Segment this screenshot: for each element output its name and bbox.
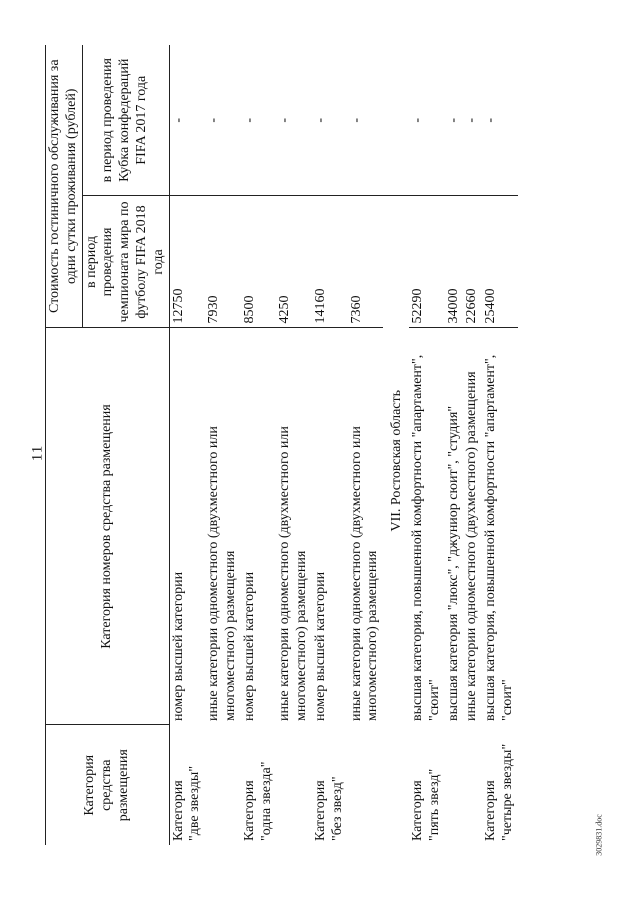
price-2017-cell: - <box>482 45 518 196</box>
table-section-header <box>383 45 409 845</box>
section-title: VII. Ростовская область <box>389 389 405 532</box>
price-2018-cell: 4250 <box>276 196 312 328</box>
category-name: "без звезд" <box>329 776 345 841</box>
price-2017-cell: - <box>463 45 482 196</box>
table-row <box>276 45 312 845</box>
price-2018-cell: 52290 <box>409 196 445 328</box>
price-2018-cell: 8500 <box>241 196 277 328</box>
category-cell <box>463 725 482 845</box>
category-cell <box>276 725 312 845</box>
price-2018-cell: 14160 <box>312 196 348 328</box>
category-name: "одна звезда" <box>258 761 274 841</box>
room-category-cell: номер высшей категории <box>241 571 257 721</box>
table-row <box>463 45 482 845</box>
price-2017-cell: - <box>312 45 348 196</box>
table-row <box>312 45 348 845</box>
header-period-2018: в период проведения чемпионата мира по футболу FIFA 2018 года <box>82 196 169 328</box>
price-2018-cell: 34000 <box>445 196 464 328</box>
rotated-table-area <box>45 45 515 845</box>
table-row <box>482 45 518 845</box>
table-row <box>445 45 464 845</box>
price-2018-cell: 25400 <box>482 196 518 328</box>
hotel-rate-table <box>45 45 518 845</box>
price-2018-cell: 7360 <box>348 196 384 328</box>
category-name: "пять звезд" <box>426 768 442 841</box>
table-row <box>205 45 241 845</box>
room-category-cell: иные категории одноместного (двухместного или многоместного) размещения <box>277 426 310 721</box>
category-cell <box>169 725 205 845</box>
room-category-cell: иные категории одноместного (двухместного или многоместного) размещения <box>348 426 381 721</box>
price-2017-cell: - <box>348 45 384 196</box>
header-period-2017: в период проведения Кубка конфедераций FIFA 2017 года <box>82 45 169 196</box>
category-name: Категория <box>170 780 186 841</box>
category-cell <box>348 725 384 845</box>
header-room-category: Категория номеров средства размещения <box>46 328 170 725</box>
room-category-cell: иные категории одноместного (двухместного) размещения <box>464 371 480 721</box>
category-name: "четыре звезды" <box>499 743 515 841</box>
category-cell <box>241 725 277 845</box>
price-2017-cell: - <box>169 45 205 196</box>
category-name: Категория <box>312 780 328 841</box>
category-name: Категория <box>409 780 425 841</box>
table-row <box>348 45 384 845</box>
price-2017-cell: - <box>276 45 312 196</box>
room-category-cell: номер высшей категории <box>170 571 186 721</box>
table-body-before-section <box>169 45 383 845</box>
price-2017-cell: - <box>205 45 241 196</box>
room-category-cell: высшая категория, повышенной комфортности "апартамент", "сюит" <box>483 354 515 721</box>
price-2017-cell: - <box>241 45 277 196</box>
category-name: Категория <box>483 780 499 841</box>
price-2018-cell: 12750 <box>169 196 205 328</box>
category-name: Категория <box>241 780 257 841</box>
table-row <box>169 45 205 845</box>
category-cell <box>482 725 518 845</box>
header-cost-group: Стоимость гостиничного обслуживания за одни сутки проживания (рублей) <box>46 45 83 328</box>
room-category-cell: высшая категория "люкс", "джуниор сюит", "студия" <box>445 405 461 721</box>
room-category-cell: иные категории одноместного (двухместного или многоместного) размещения <box>206 426 238 721</box>
price-2018-cell: 22660 <box>463 196 482 328</box>
room-category-cell: высшая категория, повышенной комфортности "апартамент", "сюит" <box>409 354 442 721</box>
table-row <box>241 45 277 845</box>
category-cell <box>205 725 241 845</box>
category-cell <box>445 725 464 845</box>
room-category-cell: номер высшей категории <box>312 571 328 721</box>
category-cell <box>312 725 348 845</box>
table-body-after-section <box>409 45 518 845</box>
table-row <box>409 45 445 845</box>
header-category: Категория средства размещения <box>46 725 170 845</box>
document-filename: 3029831.doc <box>594 814 604 856</box>
category-cell <box>409 725 445 845</box>
page-number: 11 <box>29 444 46 462</box>
price-2018-cell: 7930 <box>205 196 241 328</box>
price-2017-cell: - <box>445 45 464 196</box>
price-2017-cell: - <box>409 45 445 196</box>
category-name: "две звезды" <box>187 765 203 841</box>
